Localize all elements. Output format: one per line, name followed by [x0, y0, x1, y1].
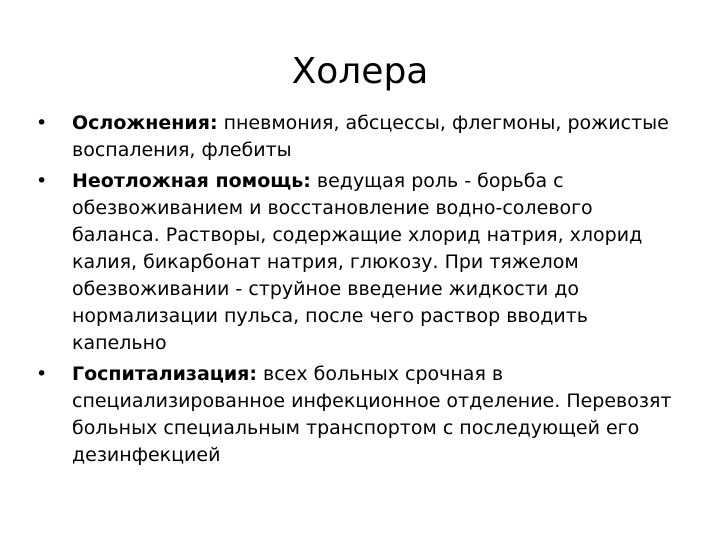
bullet-text: пневмония, абсцессы, флегмоны, рожистые воспаления, флебиты: [72, 112, 669, 161]
bullet-term: Госпитализация:: [72, 363, 257, 385]
slide-title: Холера: [291, 51, 429, 92]
bullet-term: Неотложная помощь:: [72, 170, 311, 192]
bullet-text: всех больных срочная в специализированное инфекционное отделение. Перевозят больных специальным транспортом с последующей его дезинфекцией: [72, 363, 672, 466]
bullet-text: ведущая роль - борьба с обезвоживанием и восстановление водно-солевого баланса. Растворы, содержащие хлорид натрия, хлорид калия, бикарбонат натрия, глюкозу. При тяжелом обезвоживании - струйное введение жидкости до нормализации пульса, после чего раствор вводить капельно: [72, 170, 643, 354]
bullet-icon: •: [36, 170, 48, 192]
bullet-icon: •: [36, 112, 48, 134]
bullet-item-emergency-care: [36, 168, 676, 357]
bullet-item-complications: [36, 110, 676, 164]
bullet-list: [36, 110, 676, 473]
bullet-icon: •: [36, 363, 48, 385]
bullet-term: Осложнения:: [72, 112, 218, 134]
bullet-item-hospitalization: [36, 361, 676, 469]
